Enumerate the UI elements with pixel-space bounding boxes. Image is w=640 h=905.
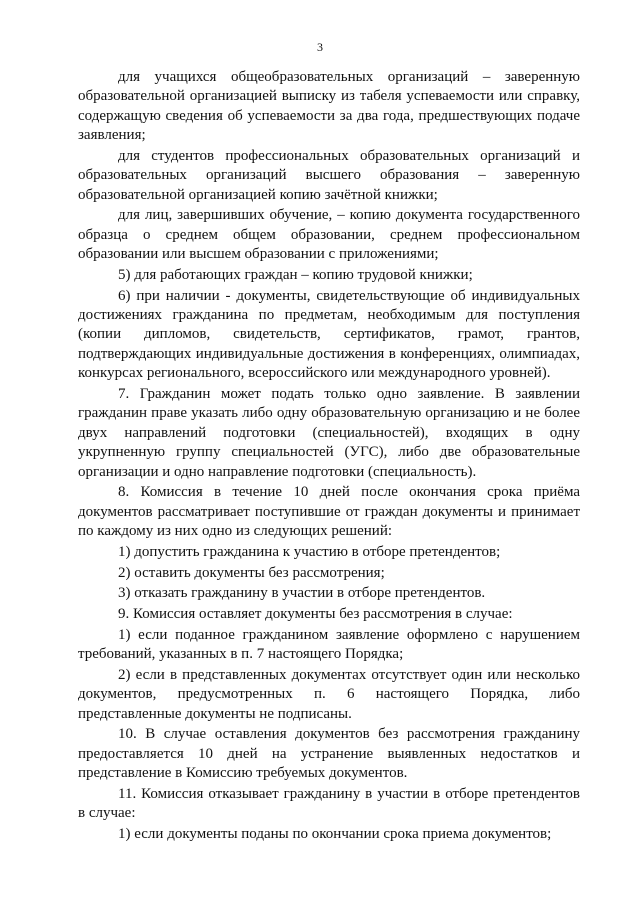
paragraph-clause-7: 7. Гражданин может подать только одно заявление. В заявлении гражданин праве указать либо одну образовательную организацию и не более двух направлений подготовки (специальностей), входящих в одну укрупненную группу специальностей (УГС), либо две образовательные организации и одно направление подготовки (специальность).	[78, 385, 580, 480]
paragraph-item-5: 5) для работающих граждан – копию трудовой книжки;	[118, 266, 473, 283]
paragraph-graduates: для лиц, завершивших обучение, – копию документа государственного образца о среднем общем образовании, среднем профессиональном образовании или высшем образовании с приложениями;	[78, 207, 580, 263]
paragraph-students-school: для учащихся общеобразовательных организаций – заверенную образовательной организацией выписку из табеля успеваемости или справку, содержащую сведения об успеваемости за два года, предшествующих подаче заявления;	[78, 69, 580, 144]
paragraph-students-college: для студентов профессиональных образовательных организаций и образовательных организаций высшего образования – заверенную образовательной организацией копию зачётной книжки;	[78, 147, 580, 203]
paragraph-clause-10: 10. В случае оставления документов без рассмотрения гражданину предоставляется 10 дней на устранение выявленных недостатков и представление в Комиссию требуемых документов.	[78, 726, 580, 782]
paragraph-clause-9-item-1: 1) если поданное гражданином заявление оформлено с нарушением требований, указанных в п. 7 настоящего Порядка;	[78, 626, 580, 663]
paragraph-clause-9: 9. Комиссия оставляет документы без рассмотрения в случае:	[118, 605, 513, 622]
document-body	[78, 68, 580, 846]
paragraph-clause-8: 8. Комиссия в течение 10 дней после окончания срока приёма документов рассматривает поступившие от граждан документы и принимает по каждому из них одно из следующих решений:	[78, 484, 580, 540]
paragraph-clause-8-item-1: 1) допустить гражданина к участию в отборе претендентов;	[118, 543, 501, 560]
page-number: 3	[317, 40, 323, 54]
paragraph-clause-8-item-2: 2) оставить документы без рассмотрения;	[118, 564, 385, 581]
paragraph-clause-11: 11. Комиссия отказывает гражданину в участии в отборе претендентов в случае:	[78, 785, 580, 822]
paragraph-clause-9-item-2: 2) если в представленных документах отсутствует один или несколько документов, предусмотренных п. 6 настоящего Порядка, либо представленные документы не подписаны.	[78, 666, 580, 722]
paragraph-clause-11-item-1: 1) если документы поданы по окончании срока приема документов;	[118, 825, 552, 842]
paragraph-item-6: 6) при наличии - документы, свидетельствующие об индивидуальных достижениях гражданина по предметам, необходимым для поступления (копии дипломов, свидетельств, сертификатов, грамот, грантов, подтверждающих индивидуальные достижения в конференциях, олимпиадах, конкурсах регионального, всероссийского или международного уровней).	[78, 287, 580, 382]
paragraph-clause-8-item-3: 3) отказать гражданину в участии в отборе претендентов.	[118, 585, 486, 602]
